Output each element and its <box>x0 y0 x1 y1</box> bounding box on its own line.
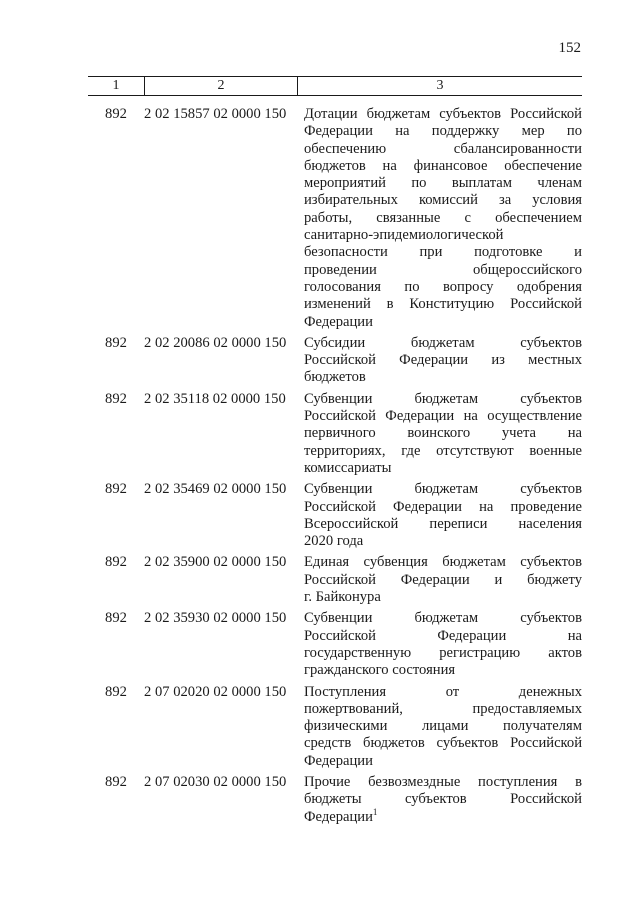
description-line <box>304 481 582 498</box>
description-text: пожертвований, предоставляемых <box>304 700 582 717</box>
description-line <box>304 158 582 175</box>
description-text: бюджетов на финансовое обеспечение <box>304 157 582 174</box>
admin-code-cell: 892 <box>105 610 127 627</box>
description-line <box>304 791 582 808</box>
description-cell <box>302 774 582 826</box>
budget-code-cell: 2 02 35469 02 0000 150 <box>144 481 287 498</box>
budget-code-cell: 2 02 15857 02 0000 150 <box>144 106 287 122</box>
description-text: Федерации на поддержку мер по <box>304 123 582 140</box>
description-line <box>304 262 582 279</box>
description-text: голосования по вопросу одобрения <box>304 278 582 295</box>
description-text: комиссариаты <box>304 459 392 476</box>
description-line <box>304 516 582 533</box>
header-col-3: 3 <box>436 78 444 93</box>
budget-code-cell: 2 02 20086 02 0000 150 <box>144 334 287 351</box>
description-line <box>304 141 582 158</box>
description-line <box>304 589 582 606</box>
admin-code-cell: 892 <box>105 554 127 571</box>
description-line <box>304 391 582 408</box>
header-col-1: 1 <box>88 77 145 95</box>
description-line <box>304 192 582 209</box>
description-line <box>304 425 582 442</box>
description-line <box>304 554 582 571</box>
description-cell <box>302 684 582 770</box>
table-body <box>88 106 582 826</box>
description-text: Субвенции бюджетам субъектов <box>304 390 582 407</box>
description-line <box>304 443 582 460</box>
description-line <box>304 533 582 550</box>
description-text: избирательных комиссий за условия <box>304 192 582 209</box>
budget-code-cell: 2 02 35118 02 0000 150 <box>144 390 286 407</box>
description-text: Поступления от денежных <box>304 683 582 700</box>
description-line <box>304 610 582 627</box>
description-line <box>304 352 582 369</box>
admin-code-cell: 892 <box>105 481 127 498</box>
description-line <box>304 735 582 752</box>
description-line <box>304 296 582 313</box>
admin-code-cell: 892 <box>105 773 127 790</box>
admin-code-cell: 892 <box>105 683 127 700</box>
description-line <box>304 460 582 477</box>
description-text: территориях, где отсутствуют военные <box>304 442 582 459</box>
budget-code-cell: 2 07 02020 02 0000 150 <box>144 683 287 700</box>
description-cell <box>302 335 582 387</box>
budget-code-cell: 2 02 35930 02 0000 150 <box>144 610 287 627</box>
description-text: гражданского состояния <box>304 662 456 679</box>
description-text: 2020 года <box>304 533 364 550</box>
description-line <box>304 499 582 516</box>
table-row <box>88 774 582 826</box>
description-line <box>304 572 582 589</box>
description-text: Единая субвенция бюджетам субъектов <box>304 554 582 571</box>
description-text: изменений в Конституцию Российской <box>304 296 582 313</box>
description-text: средств бюджетов субъектов Российской <box>304 735 582 752</box>
description-line <box>304 244 582 261</box>
description-text: Всероссийской переписи населения <box>304 515 582 532</box>
admin-code-cell: 892 <box>105 334 127 351</box>
page-number: 152 <box>558 40 581 56</box>
table-row <box>88 610 582 679</box>
description-line <box>304 753 582 770</box>
description-line <box>304 106 582 123</box>
description-text: Субвенции бюджетам субъектов <box>304 610 582 627</box>
description-text: мероприятий по выплатам членам <box>304 175 582 192</box>
admin-code-cell: 892 <box>105 390 127 407</box>
description-line <box>304 227 582 244</box>
description-line <box>304 684 582 701</box>
budget-code-cell: 2 02 35900 02 0000 150 <box>144 554 287 571</box>
description-text: Дотации бюджетам субъектов Российской <box>304 106 582 122</box>
description-line <box>304 314 582 331</box>
footnote-mark: 1 <box>372 806 378 817</box>
description-cell <box>302 610 582 679</box>
description-text: Федерации <box>304 808 373 825</box>
description-line <box>304 369 582 386</box>
budget-code-cell: 2 07 02030 02 0000 150 <box>144 773 287 790</box>
table-row <box>88 554 582 606</box>
description-cell <box>302 481 582 550</box>
description-text: обеспечению сбалансированности <box>304 140 582 157</box>
description-line <box>304 408 582 425</box>
description-line <box>304 279 582 296</box>
description-text: Российской Федерации из местных <box>304 352 582 369</box>
table-row <box>88 391 582 477</box>
description-cell <box>302 106 582 331</box>
description-text: бюджетов <box>304 369 366 386</box>
description-line <box>304 335 582 352</box>
description-text: проведении общероссийского <box>304 261 582 278</box>
admin-code-cell: 892 <box>105 106 127 122</box>
description-text: г. Байконура <box>304 589 381 606</box>
description-line <box>304 210 582 227</box>
description-text: Российской Федерации и бюджету <box>304 571 582 588</box>
description-text: Российской Федерации на проведение <box>304 498 582 515</box>
description-line <box>304 662 582 679</box>
description-cell <box>302 554 582 606</box>
description-text: Субвенции бюджетам субъектов <box>304 481 582 498</box>
description-text: Российской Федерации на осуществление <box>304 408 582 425</box>
description-line <box>304 774 582 791</box>
description-text: Федерации <box>304 752 373 769</box>
description-text: Прочие безвозмездные поступления в <box>304 773 582 790</box>
description-line <box>304 645 582 662</box>
description-line <box>304 701 582 718</box>
description-cell <box>302 391 582 477</box>
table-row <box>88 684 582 770</box>
description-text: Субсидии бюджетам субъектов <box>304 334 582 351</box>
table-row <box>88 106 582 331</box>
description-text: Федерации <box>304 313 373 330</box>
description-line <box>304 718 582 735</box>
header-col-2: 2 <box>145 77 298 95</box>
description-line <box>304 175 582 192</box>
description-text: работы, связанные с обеспечением <box>304 209 582 226</box>
table-row <box>88 481 582 550</box>
description-text: физическими лицами получателям <box>304 718 582 735</box>
description-text: государственную регистрацию актов <box>304 644 582 661</box>
description-text: первичного воинского учета на <box>304 425 582 442</box>
description-line <box>304 628 582 645</box>
description-text: безопасности при подготовке и <box>304 244 582 261</box>
description-text: Российской Федерации на <box>304 627 582 644</box>
table-header <box>88 76 582 96</box>
description-line <box>304 123 582 140</box>
description-text: бюджеты субъектов Российской <box>304 791 582 808</box>
description-line <box>304 806 582 826</box>
table-row <box>88 335 582 387</box>
description-text: санитарно-эпидемиологической <box>304 227 504 244</box>
